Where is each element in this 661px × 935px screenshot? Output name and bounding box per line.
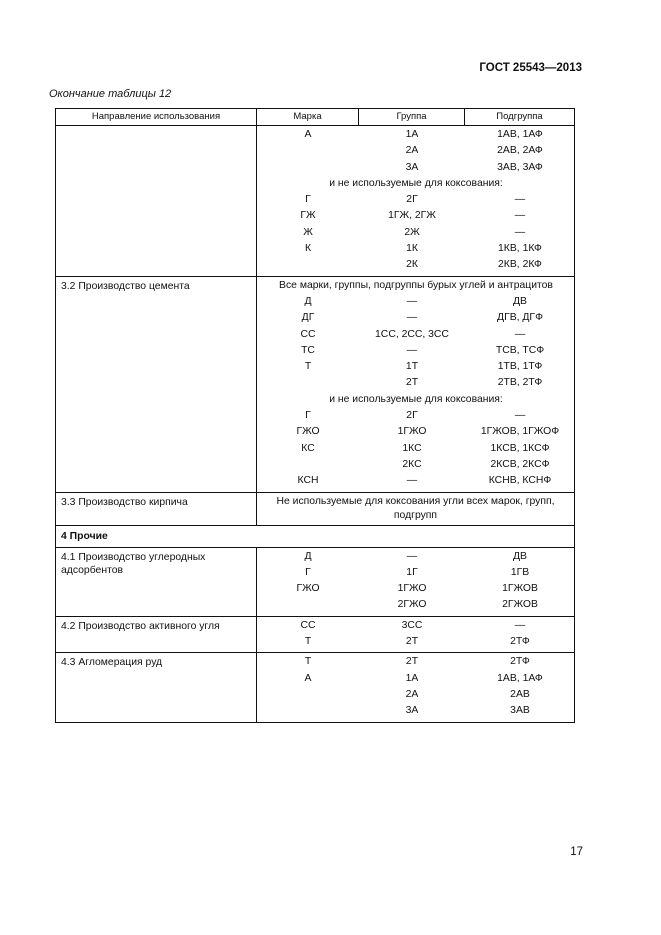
group-cell: 2Г (406, 194, 418, 206)
values-cell (257, 126, 575, 277)
mark-cell (257, 375, 359, 391)
table-row (56, 525, 575, 547)
group-cell: 2Т (405, 377, 419, 389)
values-cell (257, 616, 575, 653)
mark-cell (257, 597, 359, 613)
subgroup-cell: 1АВ, 1АФ (497, 672, 543, 684)
group-cell: 1КС (402, 442, 422, 454)
value-line (257, 127, 575, 143)
table-row (56, 276, 575, 492)
group-cell: 3СС (401, 619, 423, 631)
value-line (257, 473, 575, 489)
header-subgroup: Подгруппа (465, 109, 575, 126)
group-cell: 1Г (406, 566, 418, 578)
direction-cell: 4.2 Производство активного угля (56, 616, 257, 653)
value-line (257, 375, 575, 391)
value-line (257, 310, 575, 326)
table-row (56, 616, 575, 653)
subgroup-cell: КСНВ, КСНФ (488, 475, 552, 487)
group-cell: 1К (406, 243, 418, 255)
mark-cell: К (304, 243, 312, 255)
mark-cell: ГЖО (296, 583, 320, 595)
mark-cell: СС (300, 328, 316, 340)
group-cell: 1Т (405, 361, 419, 373)
subgroup-cell: 3АВ, 3АФ (497, 161, 543, 173)
group-cell: 1ГЖ, 2ГЖ (388, 210, 436, 222)
value-line (257, 241, 575, 257)
subgroup-cell: 1ТВ, 1ТФ (497, 361, 543, 373)
mark-cell: Г (305, 566, 311, 578)
mark-cell (257, 457, 359, 473)
group-cell: 2К (406, 259, 418, 271)
value-line (257, 359, 575, 375)
subgroup-cell: — (514, 619, 526, 631)
mark-cell: СС (300, 619, 316, 631)
value-line (257, 424, 575, 440)
subgroup-cell: 1ГЖОВ, 1ГЖОФ (480, 426, 560, 438)
subgroup-cell: ДВ (513, 295, 527, 307)
group-cell: — (406, 312, 418, 324)
subgroup-cell: 2ТВ, 2ТФ (497, 377, 543, 389)
mark-cell: ТС (301, 344, 315, 356)
usage-table (55, 108, 575, 723)
mark-cell: Д (304, 295, 312, 307)
group-cell: 1А (405, 129, 419, 140)
value-line (257, 208, 575, 224)
value-line (257, 654, 575, 670)
value-line (257, 294, 575, 310)
spanning-note: и не используемые для коксования: (329, 177, 503, 189)
group-cell: 2Ж (404, 226, 420, 238)
values-grid (257, 278, 575, 490)
value-line (257, 160, 575, 176)
value-line (257, 327, 575, 343)
subgroup-cell: 1АВ, 1АФ (497, 129, 543, 140)
subgroup-cell: 2АВ, 2АФ (497, 145, 543, 157)
subgroup-cell: — (514, 328, 526, 340)
subgroup-cell: — (514, 194, 526, 206)
group-cell: 1А (405, 672, 419, 684)
subgroup-cell: 1КСВ, 1КСФ (490, 442, 550, 454)
value-line (257, 278, 575, 294)
values-grid (257, 127, 575, 274)
mark-cell: Г (305, 410, 311, 422)
table-row (56, 653, 575, 722)
subgroup-cell: — (514, 226, 526, 238)
group-cell: — (406, 295, 418, 307)
value-line (257, 257, 575, 273)
section-heading: 4 Прочие (56, 525, 575, 547)
mark-cell: ДГ (301, 312, 315, 324)
group-cell: 2КС (402, 458, 422, 470)
table-header-row (56, 109, 575, 126)
group-cell: — (406, 344, 418, 356)
mark-cell: А (304, 672, 312, 684)
value-line (257, 441, 575, 457)
subgroup-cell: ДВ (513, 550, 527, 562)
value-line (257, 225, 575, 241)
group-cell: 2А (405, 145, 419, 157)
mark-cell: Т (304, 636, 312, 648)
group-cell: 2Г (406, 410, 418, 422)
value-line (257, 408, 575, 424)
header-mark: Марка (257, 109, 359, 126)
value-line (257, 565, 575, 581)
direction-cell: 3.3 Производство кирпича (56, 492, 257, 525)
direction-cell (56, 126, 257, 277)
group-cell: 2Т (405, 636, 419, 648)
mark-cell: Г (305, 194, 311, 206)
table-caption: Окончание таблицы 12 (49, 88, 172, 100)
mark-cell (257, 257, 359, 273)
value-line (257, 176, 575, 192)
mark-cell: КСН (297, 475, 319, 487)
direction-cell: 4.1 Производство углеродных адсорбентов (56, 547, 257, 616)
values-cell (257, 276, 575, 492)
mark-cell: А (304, 129, 312, 140)
mark-cell (257, 143, 359, 159)
mark-cell: ГЖО (296, 426, 320, 438)
value-line (257, 597, 575, 613)
group-cell: — (406, 550, 418, 562)
value-line (257, 392, 575, 408)
value-line (257, 343, 575, 359)
values-grid (257, 654, 575, 719)
group-cell: 1ГЖО (397, 426, 427, 438)
value-line (257, 143, 575, 159)
mark-cell: КС (301, 442, 315, 454)
values-cell (257, 653, 575, 722)
subgroup-cell: 2ГЖОВ (502, 599, 538, 611)
group-cell: 2ГЖО (397, 599, 427, 611)
group-cell: 1СС, 2СС, 3СС (375, 328, 449, 340)
value-line (257, 457, 575, 473)
mark-cell (257, 160, 359, 176)
value-line (257, 687, 575, 703)
subgroup-cell: 2ТФ (510, 636, 530, 648)
group-cell: 3А (405, 161, 419, 173)
value-line (257, 703, 575, 719)
table-row (56, 126, 575, 277)
group-cell: — (406, 475, 418, 487)
mark-cell (257, 687, 359, 703)
direction-cell: 4.3 Агломерация руд (56, 653, 257, 722)
group-cell: 3А (405, 705, 419, 717)
group-cell: 2Т (405, 656, 419, 668)
subgroup-cell: 2АВ (510, 688, 530, 700)
header-group: Группа (359, 109, 465, 126)
header-direction: Направление использования (56, 109, 257, 126)
group-cell: 2А (405, 688, 419, 700)
subgroup-cell: 2КВ, 2КФ (498, 259, 542, 271)
values-grid (257, 549, 575, 614)
mark-cell: Т (304, 656, 312, 668)
subgroup-cell: 3АВ (510, 705, 530, 717)
mark-cell (257, 703, 359, 719)
spanning-note: Все марки, группы, подгруппы бурых углей и антрацитов (279, 279, 553, 291)
group-cell: 1ГЖО (397, 583, 427, 595)
page-number: 17 (570, 846, 583, 858)
direction-cell: 3.2 Производство цемента (56, 276, 257, 492)
subgroup-cell: ТСВ, ТСФ (495, 344, 545, 356)
subgroup-cell: 2ТФ (510, 656, 530, 668)
mark-cell: ГЖ (300, 210, 316, 222)
subgroup-cell: 1КВ, 1КФ (498, 243, 542, 255)
mark-cell: Ж (303, 226, 313, 238)
value-line (257, 549, 575, 565)
note-cell: Не используемые для коксования угли всех марок, групп, подгрупп (257, 492, 575, 525)
document-code: ГОСТ 25543—2013 (479, 62, 582, 74)
value-line (257, 618, 575, 634)
value-line (257, 634, 575, 650)
table-row (56, 547, 575, 616)
subgroup-cell: — (514, 210, 526, 222)
subgroup-cell: 1ГЖОВ (502, 583, 538, 595)
subgroup-cell: ДГВ, ДГФ (497, 312, 543, 324)
value-line (257, 192, 575, 208)
values-cell (257, 547, 575, 616)
values-grid (257, 618, 575, 651)
subgroup-cell: — (514, 410, 526, 422)
table-row (56, 492, 575, 525)
value-line (257, 671, 575, 687)
subgroup-cell: 2КСВ, 2КСФ (490, 458, 550, 470)
value-line (257, 581, 575, 597)
spanning-note: и не используемые для коксования: (329, 393, 503, 405)
subgroup-cell: 1ГВ (510, 566, 530, 578)
mark-cell: Т (304, 361, 312, 373)
mark-cell: Д (304, 550, 312, 562)
